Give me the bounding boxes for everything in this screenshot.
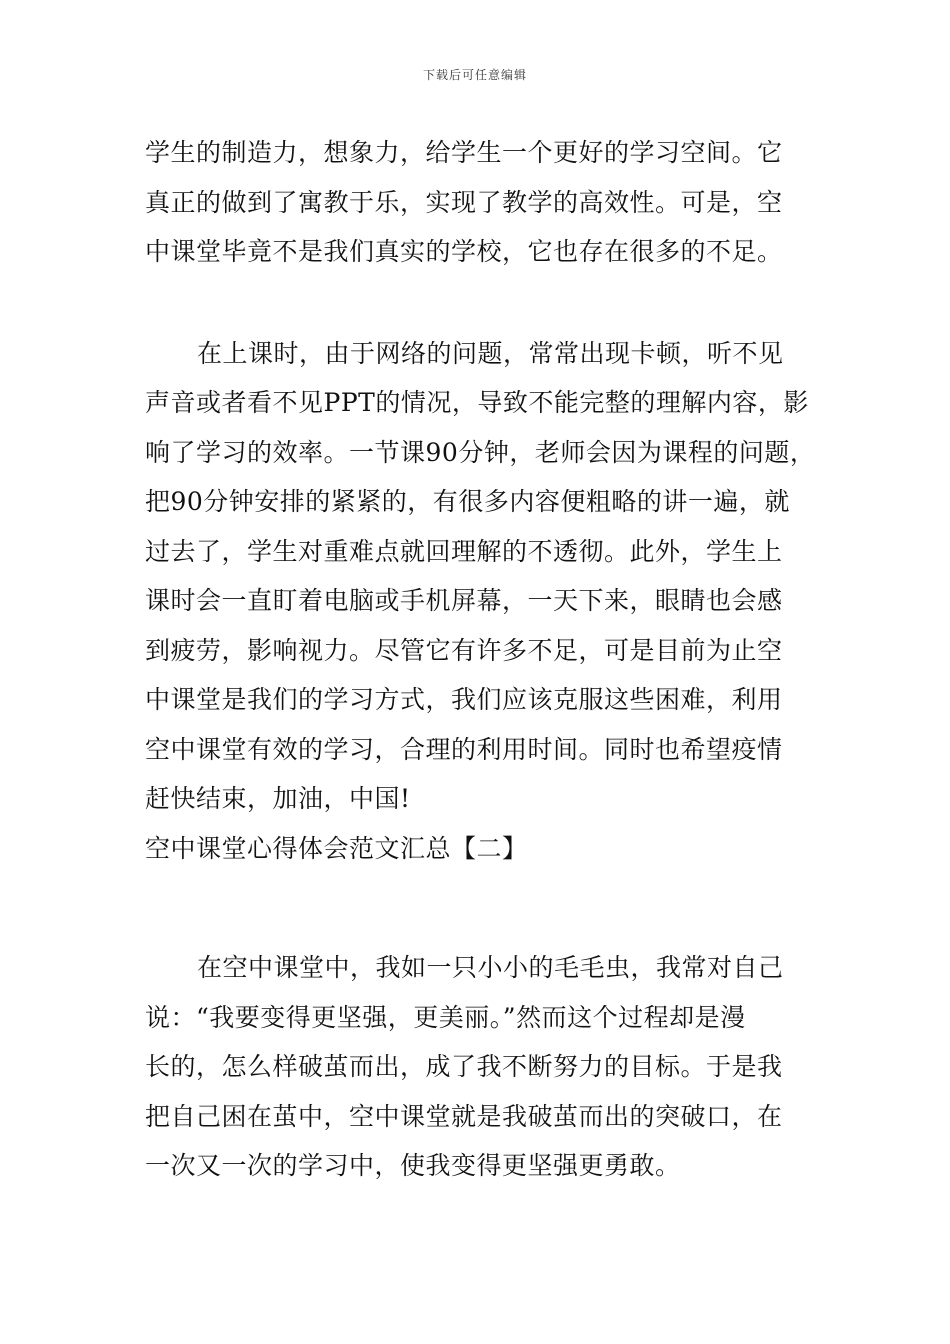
paragraph-line: 把自己困在茧中，空中课堂就是我破茧而出的突破口，在 <box>145 1101 783 1131</box>
paragraph-line: 课时会一直盯着电脑或手机屏幕，一天下来，眼睛也会感 <box>145 586 783 615</box>
paragraph-line: 中课堂是我们的学习方式，我们应该克服这些困难，利用 <box>145 685 783 714</box>
section-title: 空中课堂心得体会范文汇总【二】 <box>145 833 528 863</box>
paragraph-line: 声音或者看不见PPT的情况，导致不能完整的理解内容，影 <box>145 388 809 417</box>
paragraph-2 <box>145 329 825 824</box>
paragraph-line: 说：“我要变得更坚强，更美丽。”然而这个过程却是漫 <box>145 1002 746 1032</box>
paragraph-line: 到疲劳，影响视力。尽管它有许多不足，可是目前为止空 <box>145 635 783 665</box>
document-body <box>145 128 825 1191</box>
paragraph-line: 一次又一次的学习中，使我变得更坚强更勇敢。 <box>145 1151 681 1180</box>
section-spacer <box>145 873 825 943</box>
page-header: 下载后可任意编辑 <box>422 68 527 82</box>
paragraph-line: 在空中课堂中，我如一只小小的毛毛虫，我常对自己 <box>197 953 784 982</box>
paragraph-line: 学生的制造力，想象力，给学生一个更好的学习空间。它 <box>145 138 783 167</box>
paragraph-line: 响了学习的效率。一节课90分钟，老师会因为课程的问题， <box>145 437 816 467</box>
paragraph-1 <box>145 128 825 277</box>
paragraph-line: 在上课时，由于网络的问题，常常出现卡顿，听不见 <box>197 338 784 368</box>
paragraph-3 <box>145 943 825 1191</box>
paragraph-line: 把90分钟安排的紧紧的，有很多内容便粗略的讲一遍，就 <box>145 487 790 516</box>
paragraph-spacer <box>145 277 825 329</box>
paragraph-line: 赶快结束，加油，中国! <box>145 784 411 813</box>
paragraph-line: 真正的做到了寓教于乐，实现了教学的高效性。可是，空 <box>145 187 783 217</box>
paragraph-line: 中课堂毕竟不是我们真实的学校，它也存在很多的不足。 <box>145 237 783 266</box>
paragraph-line: 过去了，学生对重难点就回理解的不透彻。此外，学生上 <box>145 536 783 566</box>
paragraph-line: 长的，怎么样破茧而出，成了我不断努力的目标。于是我 <box>145 1052 783 1081</box>
paragraph-line: 空中课堂有效的学习，合理的利用时间。同时也希望疫情 <box>145 734 783 764</box>
